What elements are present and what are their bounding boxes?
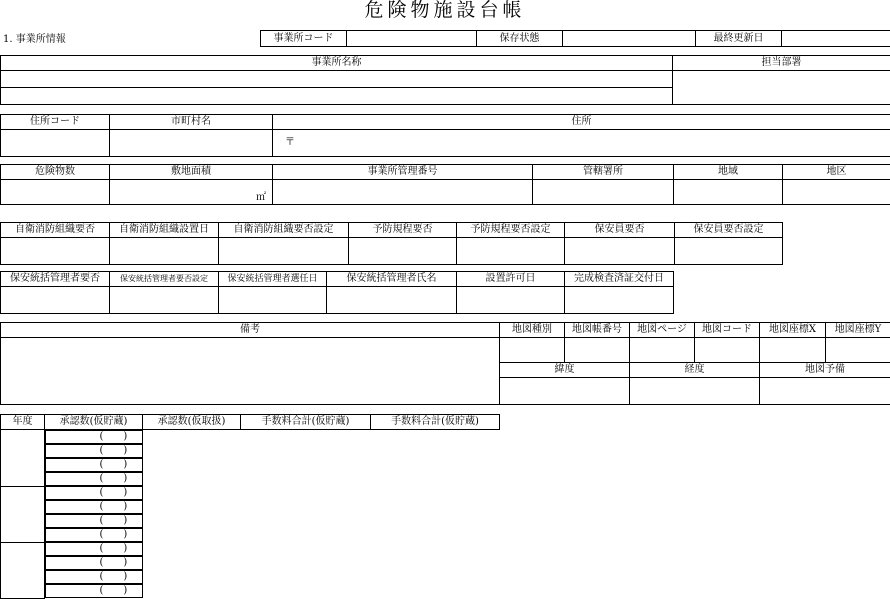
- sec-manager-name-label: 保安統括管理者氏名: [327, 272, 457, 287]
- sec-manager-appoint-date-field[interactable]: [219, 287, 327, 314]
- approvals-handling-label: 承認数(仮取扱): [143, 415, 241, 430]
- map-page-field[interactable]: [630, 338, 695, 363]
- approvals-handling-field[interactable]: ( ): [45, 556, 143, 570]
- office-name-label: 事業所名称: [1, 56, 673, 71]
- security-staff-setting-label: 保安員要否設定: [675, 223, 783, 238]
- hazard-count-label: 危険物数: [1, 165, 110, 180]
- fire-org-required-setting-field[interactable]: [219, 238, 349, 265]
- addr-code-label: 住所コード: [1, 115, 110, 130]
- dept-field[interactable]: [673, 71, 890, 105]
- map-coord-y-label: 地図座標Y: [826, 323, 890, 338]
- jurisdiction-label: 管轄署所: [533, 165, 674, 180]
- sec-manager-appoint-date-label: 保安統括管理者選任日: [219, 272, 327, 287]
- fire-org-setup-date-label: 自衛消防組織設置日: [110, 223, 219, 238]
- district-label: 地区: [783, 165, 890, 180]
- table-row: [1, 430, 500, 487]
- prevention-rule-setting-field[interactable]: [457, 238, 565, 265]
- fiscal-year-field[interactable]: [1, 430, 45, 487]
- fee-total-storage-field-2[interactable]: ( ): [45, 472, 143, 486]
- addr-code-field[interactable]: [1, 130, 110, 157]
- map-type-label: 地図種別: [500, 323, 565, 338]
- site-area-label: 敷地面積: [110, 165, 273, 180]
- fiscal-year-field[interactable]: [1, 486, 45, 542]
- latitude-label: 緯度: [500, 363, 630, 378]
- completion-cert-date-label: 完成検査済証交付日: [565, 272, 674, 287]
- sec-manager-required-field[interactable]: [1, 287, 110, 314]
- address-field[interactable]: [273, 130, 890, 157]
- map-coord-x-label: 地図座標X: [760, 323, 826, 338]
- region-label: 地域: [674, 165, 783, 180]
- region-field[interactable]: [674, 180, 783, 205]
- install-permit-date-label: 設置許可日: [457, 272, 565, 287]
- map-coord-x-field[interactable]: [760, 338, 826, 363]
- map-book-no-field[interactable]: [565, 338, 630, 363]
- office-name-table: [0, 55, 890, 105]
- security-staff-required-field[interactable]: [565, 238, 675, 265]
- latitude-field[interactable]: [500, 378, 630, 405]
- address-label: 住所: [273, 115, 890, 130]
- sec-manager-required-label: 保安統括管理者要否: [1, 272, 110, 287]
- last-updated-label: 最終更新日: [696, 31, 782, 47]
- fee-total-storage-field[interactable]: ( ): [45, 570, 143, 584]
- last-updated-field[interactable]: [782, 31, 890, 47]
- install-permit-date-field[interactable]: [457, 287, 565, 314]
- longitude-label: 経度: [630, 363, 760, 378]
- approvals-storage-field[interactable]: ( ): [45, 542, 143, 556]
- security-staff-required-label: 保安員要否: [565, 223, 675, 238]
- fiscal-year-label: 年度: [1, 415, 45, 430]
- site-area-field[interactable]: [110, 180, 273, 205]
- fee-total-storage-field[interactable]: ( ): [45, 458, 143, 472]
- office-mgmt-no-label: 事業所管理番号: [273, 165, 533, 180]
- approvals-storage-field[interactable]: ( ): [45, 430, 143, 444]
- fire-org-required-label: 自衛消防組織要否: [1, 223, 110, 238]
- page-title: 危険物施設台帳: [0, 0, 890, 22]
- jurisdiction-field[interactable]: [533, 180, 674, 205]
- map-reserve-field[interactable]: [760, 378, 890, 405]
- office-info-header: [260, 30, 890, 47]
- district-field[interactable]: [783, 180, 890, 205]
- fiscal-year-field[interactable]: [1, 542, 45, 598]
- security-staff-setting-field[interactable]: [675, 238, 783, 265]
- sec-manager-name-field[interactable]: [327, 287, 457, 314]
- area-unit: ㎡: [256, 192, 266, 203]
- security-manager-table: [0, 271, 674, 314]
- approvals-storage-field[interactable]: ( ): [45, 486, 143, 500]
- office-code-field[interactable]: [347, 31, 477, 47]
- dept-label: 担当部署: [673, 56, 890, 71]
- map-page-label: 地図ページ: [630, 323, 695, 338]
- office-name-field-2[interactable]: [1, 88, 673, 105]
- storage-status-label: 保存状態: [477, 31, 563, 47]
- city-field[interactable]: [110, 130, 273, 157]
- fire-org-setup-date-field[interactable]: [110, 238, 219, 265]
- city-label: 市町村名: [110, 115, 273, 130]
- completion-cert-date-field[interactable]: [565, 287, 674, 314]
- fire-org-table: [0, 222, 783, 265]
- fee-total-storage-field-2[interactable]: ( ): [45, 584, 143, 598]
- postal-mark: 〒: [285, 137, 295, 148]
- approvals-handling-field[interactable]: ( ): [45, 500, 143, 514]
- fee-total-storage-field[interactable]: ( ): [45, 514, 143, 528]
- office-mgmt-no-field[interactable]: [273, 180, 533, 205]
- fee-total-storage-label-2: 手数料合計(仮貯蔵): [371, 415, 500, 430]
- address-table: [0, 114, 890, 157]
- storage-status-field[interactable]: [563, 31, 696, 47]
- fire-org-required-field[interactable]: [1, 238, 110, 265]
- hazard-table: [0, 164, 890, 205]
- approvals-handling-field[interactable]: ( ): [45, 444, 143, 458]
- map-book-no-label: 地図帳番号: [565, 323, 630, 338]
- prevention-rule-required-field[interactable]: [349, 238, 457, 265]
- map-code-label: 地図コード: [695, 323, 760, 338]
- remarks-label: 備考: [1, 323, 500, 338]
- table-row: [1, 486, 500, 542]
- prevention-rule-required-label: 予防規程要否: [349, 223, 457, 238]
- map-reserve-label: 地図予備: [760, 363, 890, 378]
- remarks-field[interactable]: [1, 338, 500, 405]
- map-code-field[interactable]: [695, 338, 760, 363]
- section-label: 1. 事業所情報: [3, 34, 66, 46]
- sec-manager-required-setting-field[interactable]: [110, 287, 219, 314]
- table-row: [1, 542, 500, 598]
- hazard-count-field[interactable]: [1, 180, 110, 205]
- sec-manager-required-setting-label: 保安統括管理者要否設定: [110, 272, 219, 287]
- fee-total-storage-label: 手数料合計(仮貯蔵): [241, 415, 371, 430]
- office-name-field-1[interactable]: [1, 71, 673, 88]
- approvals-storage-label: 承認数(仮貯蔵): [45, 415, 143, 430]
- office-code-label: 事業所コード: [261, 31, 347, 47]
- fire-org-required-setting-label: 自衛消防組織要否設定: [219, 223, 349, 238]
- remarks-map-table: [0, 322, 890, 405]
- longitude-field[interactable]: [630, 378, 760, 405]
- map-coord-y-field[interactable]: [826, 338, 890, 363]
- map-type-field[interactable]: [500, 338, 565, 363]
- fee-table: [0, 414, 500, 599]
- prevention-rule-setting-label: 予防規程要否設定: [457, 223, 565, 238]
- fee-total-storage-field-2[interactable]: ( ): [45, 528, 143, 542]
